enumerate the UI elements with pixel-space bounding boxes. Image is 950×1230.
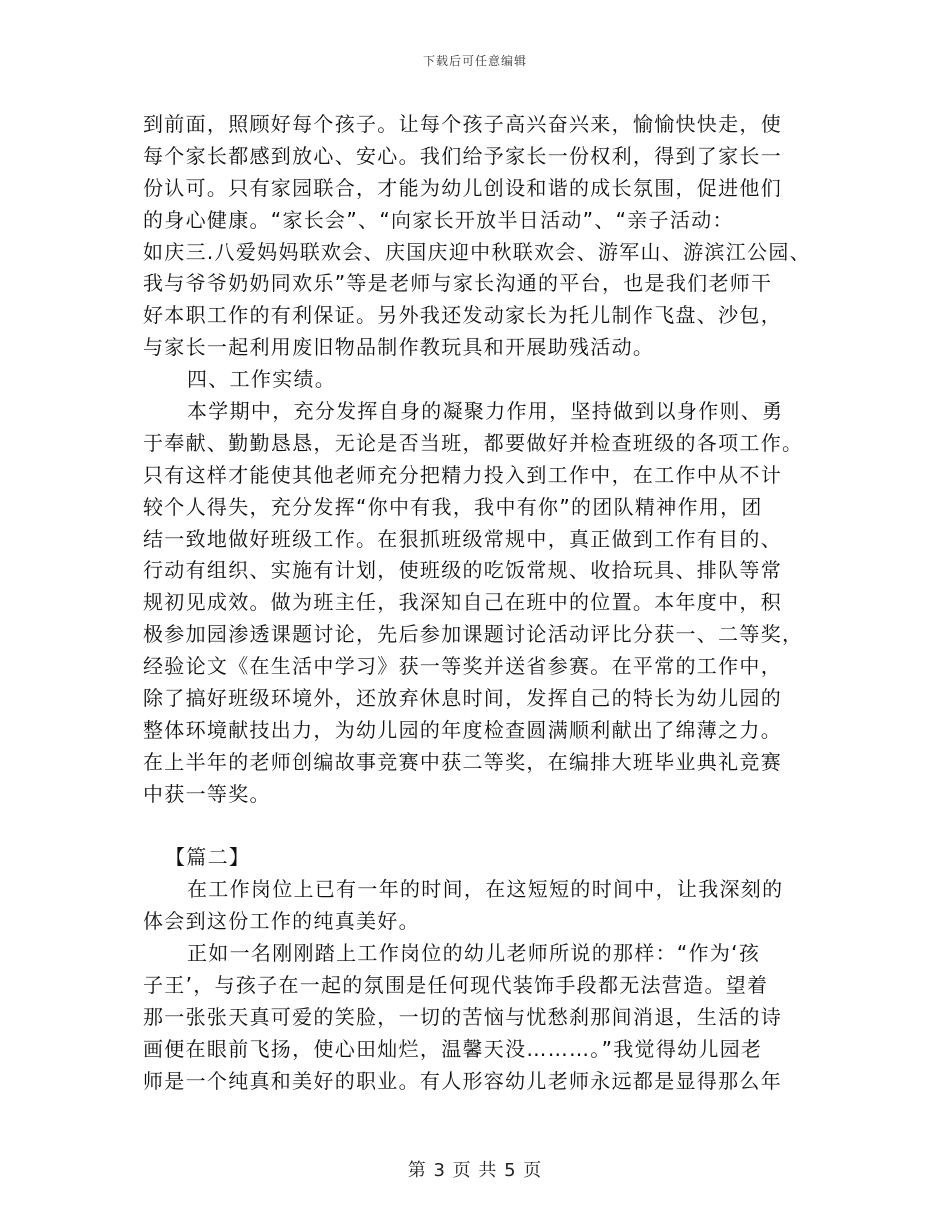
body-line: 到前面，照顾好每个孩子。让每个孩子高兴奋兴来，愉愉快快走，使: [143, 112, 782, 136]
body-line: 如庆三.八爱妈妈联欢会、庆国庆迎中秋联欢会、游军山、游滨江公园、: [143, 239, 811, 264]
body-line: 本学期中，充分发挥自身的凝聚力作用，坚持做到以身作则、勇: [187, 399, 784, 424]
body-line: 好本职工作的有利保证。另外我还发动家长为托儿制作飞盘、沙包，: [143, 303, 782, 328]
body-line: 行动有组织、实施有计划，使班级的吃饭常规、收拾玩具、排队等常: [143, 558, 782, 583]
body-line: 子王’，与孩子在一起的氛围是任何现代装饰手段都无法营造。望着: [143, 973, 769, 998]
body-line: 正如一名刚刚踏上工作岗位的幼儿老师所说的那样：“作为‘孩: [187, 941, 761, 966]
body-line: 在上半年的老师创编故事竞赛中获二等奖，在编排大班毕业典礼竞赛: [143, 749, 782, 774]
body-line: 经验论文《在生活中学习》获一等奖并送省参赛。在平常的工作中，: [143, 654, 782, 679]
paragraph-spacer: [143, 811, 833, 843]
body-line: 与家长一起利用废旧物品制作教玩具和开展助残活动。: [143, 335, 655, 360]
body-line: 于奉献、勤勤恳恳，无论是否当班，都要做好并检查班级的各项工作。: [143, 430, 804, 455]
body-line: 每个家长都感到放心、安心。我们给予家长一份权利，得到了家长一: [143, 143, 782, 168]
body-line: 较个人得失，充分发挥“你中有我，我中有你”的团队精神作用，团: [143, 494, 763, 519]
body-line: 除了搞好班级环境外，还放弃休息时间，发挥自己的特长为幼儿园的: [143, 686, 782, 711]
page-footer: 第 3 页 共 5 页: [407, 1160, 543, 1181]
body-line: 画便在眼前飞扬，使心田灿烂，温馨天没………。”我觉得幼儿园老: [143, 1036, 763, 1061]
body-line: 那一张张天真可爱的笑脸，一切的苦恼与忧愁刹那间消退，生活的诗: [143, 1004, 782, 1029]
body-line: 师是一个纯真和美好的职业。有人形容幼儿老师永远都是显得那么年: [143, 1068, 782, 1093]
body-line: 规初见成效。做为班主任，我深知自己在班中的位置。本年度中，积: [143, 590, 782, 615]
body-line: 在工作岗位上已有一年的时间，在这短短的时间中，让我深刻的: [187, 877, 784, 902]
body-line: 的身心健康。“家长会”、“向家长开放半日活动”、“亲子活动：: [143, 207, 734, 232]
body-line: 极参加园渗透课题讨论，先后参加课题讨论活动评比分获一、二等奖，: [143, 622, 804, 647]
body-line: 份认可。只有家园联合，才能为幼儿创设和谐的成长氛围，促进他们: [143, 175, 782, 200]
body-line: 体会到这份工作的纯真美好。: [143, 909, 420, 934]
section-heading: 四、工作实绩。: [187, 367, 337, 392]
body-line: 结一致地做好班级工作。在狠抓班级常规中，真正做到工作有目的、: [143, 526, 782, 551]
body-line: 只有这样才能使其他老师充分把精力投入到工作中，在工作中从不计: [143, 462, 782, 487]
body-line: 中获一等奖。: [143, 781, 271, 806]
body-line: 我与爷爷奶奶同欢乐”等是老师与家长沟通的平台，也是我们老师干: [143, 271, 773, 296]
page-header: 下载后可任意编辑: [422, 54, 527, 68]
body-line: 整体环境献技出力，为幼儿园的年度检查圆满顺利献出了绵薄之力。: [143, 717, 782, 742]
document-body: [143, 109, 833, 1098]
part-title: 【篇二】: [165, 845, 251, 870]
